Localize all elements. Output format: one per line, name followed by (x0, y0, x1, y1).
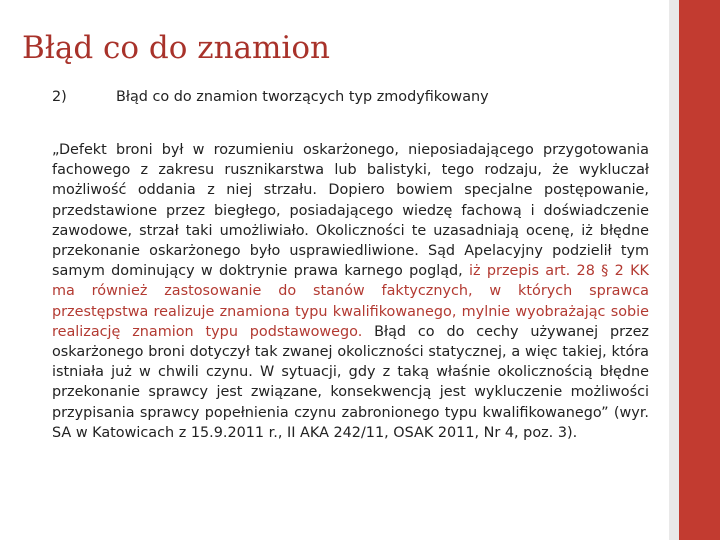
paragraph-highlight: iż przepis art. 28 § 2 KK ma również zastosowanie do stanów faktycznych, w których sprawca przestępstwa realizuje znamiona typu kwalifikowanego, mylnie wyobrażając sobie realizację znamion typu podstawowego. (52, 263, 649, 340)
side-accent-bar (679, 0, 720, 540)
side-accent-band (679, 0, 720, 540)
paragraph-text-part2: Błąd co do cechy używanej przez oskarżonego broni dotyczył tak zwanej okoliczności statycznej, a więc takiej, która istniała już w chwili czynu. W sytuacji, gdy z taką właśnie okolicznością błędne przekonanie sprawcy jest związane, konsekwencją jest wykluczenie możliwości przypisania sprawcy popełnienia czynu zabronionego typu kwalifikowanego” (wyr. SA w Katowicach z 15.9.2011 r., II AKA 242/11, OSAK 2011, Nr 4, poz. 3). (52, 323, 649, 441)
subtitle-number: 2) (52, 89, 67, 105)
slide-title: Błąd co do znamion (22, 30, 330, 66)
body-paragraph (52, 140, 649, 443)
subtitle-row (52, 87, 489, 107)
subtitle-text: Błąd co do znamion tworzących typ zmodyfikowany (116, 89, 489, 105)
paragraph-text-part1: „Defekt broni był w rozumieniu oskarżonego, nieposiadającego przygotowania fachowego z zakresu rusznikarstwa lub balistyki, tego rodzaju, że wykluczał możliwość oddania z niej strzału. Dopiero bowiem specjalne postępowanie, przedstawione przez biegłego, posiadającego wiedzę fachową i doświadczenie zawodowe, strzał taki umożliwiało. Okoliczności te uzasadniają ocenę, iż błędne przekonanie oskarżonego było usprawiedliwione. Sąd Apelacyjny podzielił tym samym dominujący w doktrynie prawa karnego pogląd, (52, 142, 649, 280)
